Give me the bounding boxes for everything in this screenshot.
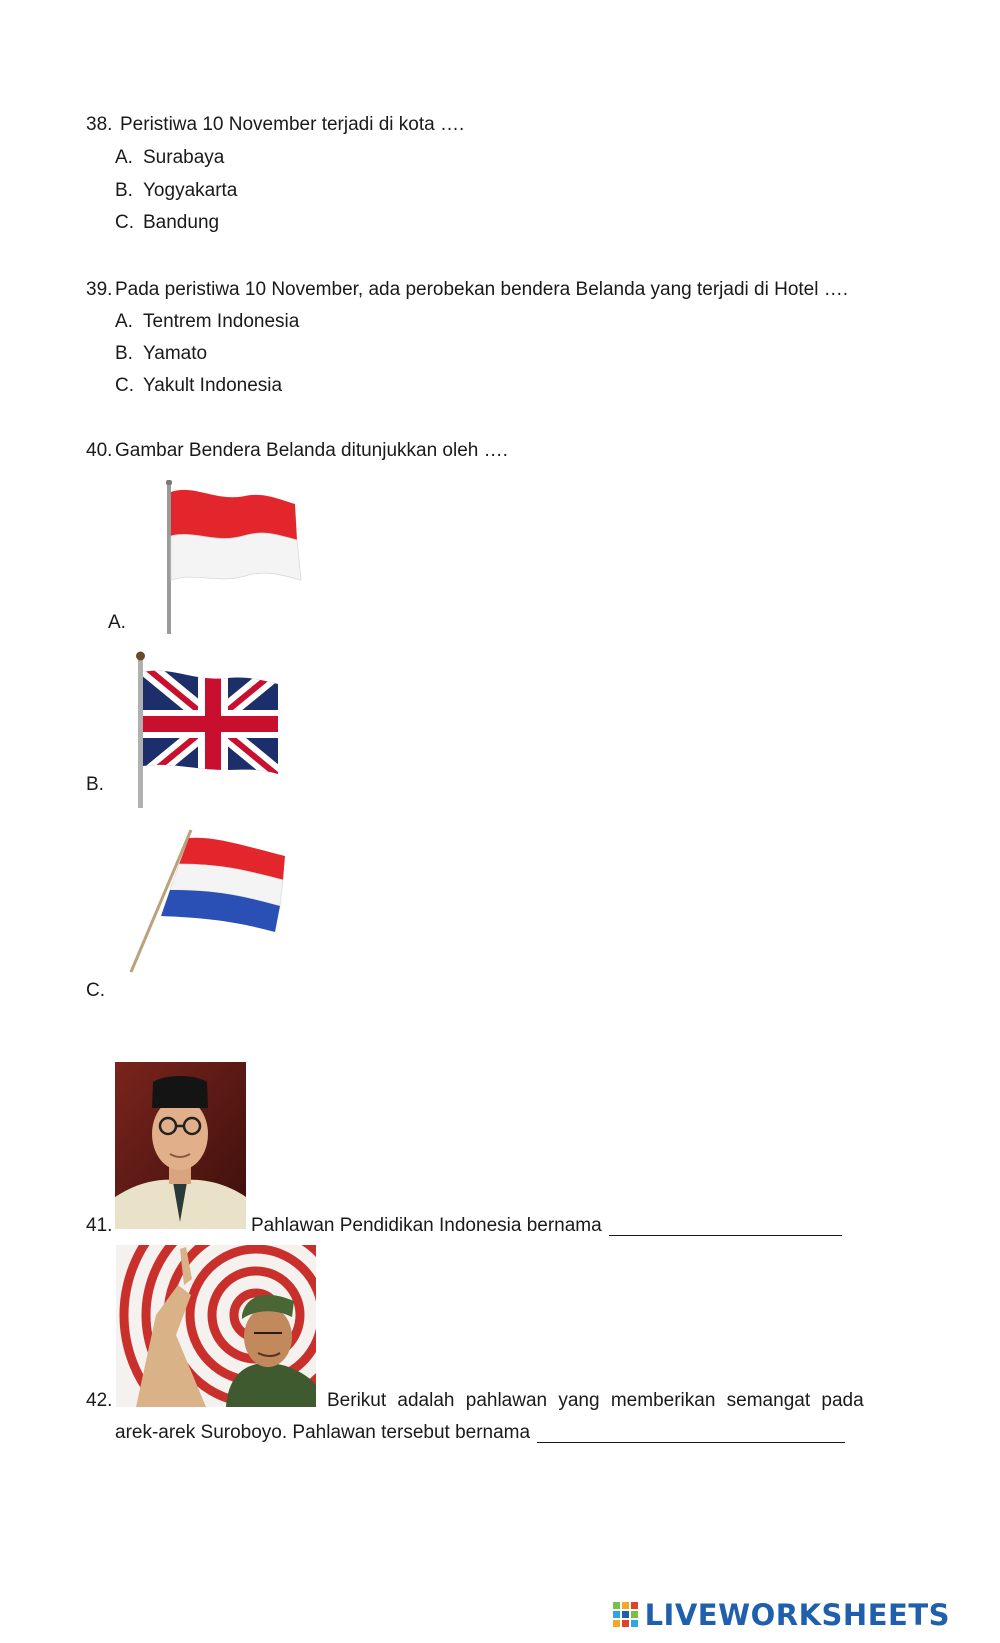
option-letter: B. xyxy=(115,180,133,201)
option-letter: B. xyxy=(86,774,104,795)
option-text: Bandung xyxy=(143,212,220,233)
question-number: 41. xyxy=(86,1215,113,1236)
option-text: Yamato xyxy=(143,343,208,364)
liveworksheets-logo[interactable] xyxy=(613,1598,950,1632)
option-letter: C. xyxy=(115,375,134,396)
question-text-line1: Berikut adalah pahlawan yang memberikan semangat pada xyxy=(327,1390,864,1411)
option-letter: A. xyxy=(108,612,126,633)
hero-portrait-image xyxy=(115,1062,246,1229)
option-text: Yogyakarta xyxy=(143,180,238,201)
question-text: Gambar Bendera Belanda ditunjukkan oleh …. xyxy=(115,440,508,461)
question-number: 42. xyxy=(86,1390,113,1411)
union-jack-flag-icon xyxy=(133,650,283,810)
question-text: Pahlawan Pendidikan Indonesia bernama xyxy=(251,1215,602,1236)
question-text: Pada peristiwa 10 November, ada perobekan bendera Belanda yang terjadi di Hotel …. xyxy=(115,279,849,300)
indonesia-flag-icon xyxy=(155,478,305,638)
netherlands-flag-icon xyxy=(125,826,295,976)
option-text: Yakult Indonesia xyxy=(143,375,283,396)
brand-name: LIVEWORKSHEETS xyxy=(644,1598,950,1632)
option-text: Surabaya xyxy=(143,147,225,168)
answer-blank-41[interactable] xyxy=(609,1217,842,1236)
option-letter: C. xyxy=(115,212,134,233)
option-letter: A. xyxy=(115,147,133,168)
question-number: 40. xyxy=(86,440,113,461)
liveworksheets-logo-icon xyxy=(613,1602,639,1628)
option-letter: C. xyxy=(86,980,105,1001)
answer-blank-42[interactable] xyxy=(537,1424,845,1443)
question-number: 38. xyxy=(86,114,113,135)
option-text: Tentrem Indonesia xyxy=(143,311,300,332)
hero-bung-tomo-image xyxy=(116,1245,316,1407)
option-letter: B. xyxy=(115,343,133,364)
question-text-line2: arek-arek Suroboyo. Pahlawan tersebut bernama xyxy=(115,1422,531,1443)
question-number: 39. xyxy=(86,279,113,300)
option-letter: A. xyxy=(115,311,133,332)
question-text: Peristiwa 10 November terjadi di kota …. xyxy=(120,114,465,135)
